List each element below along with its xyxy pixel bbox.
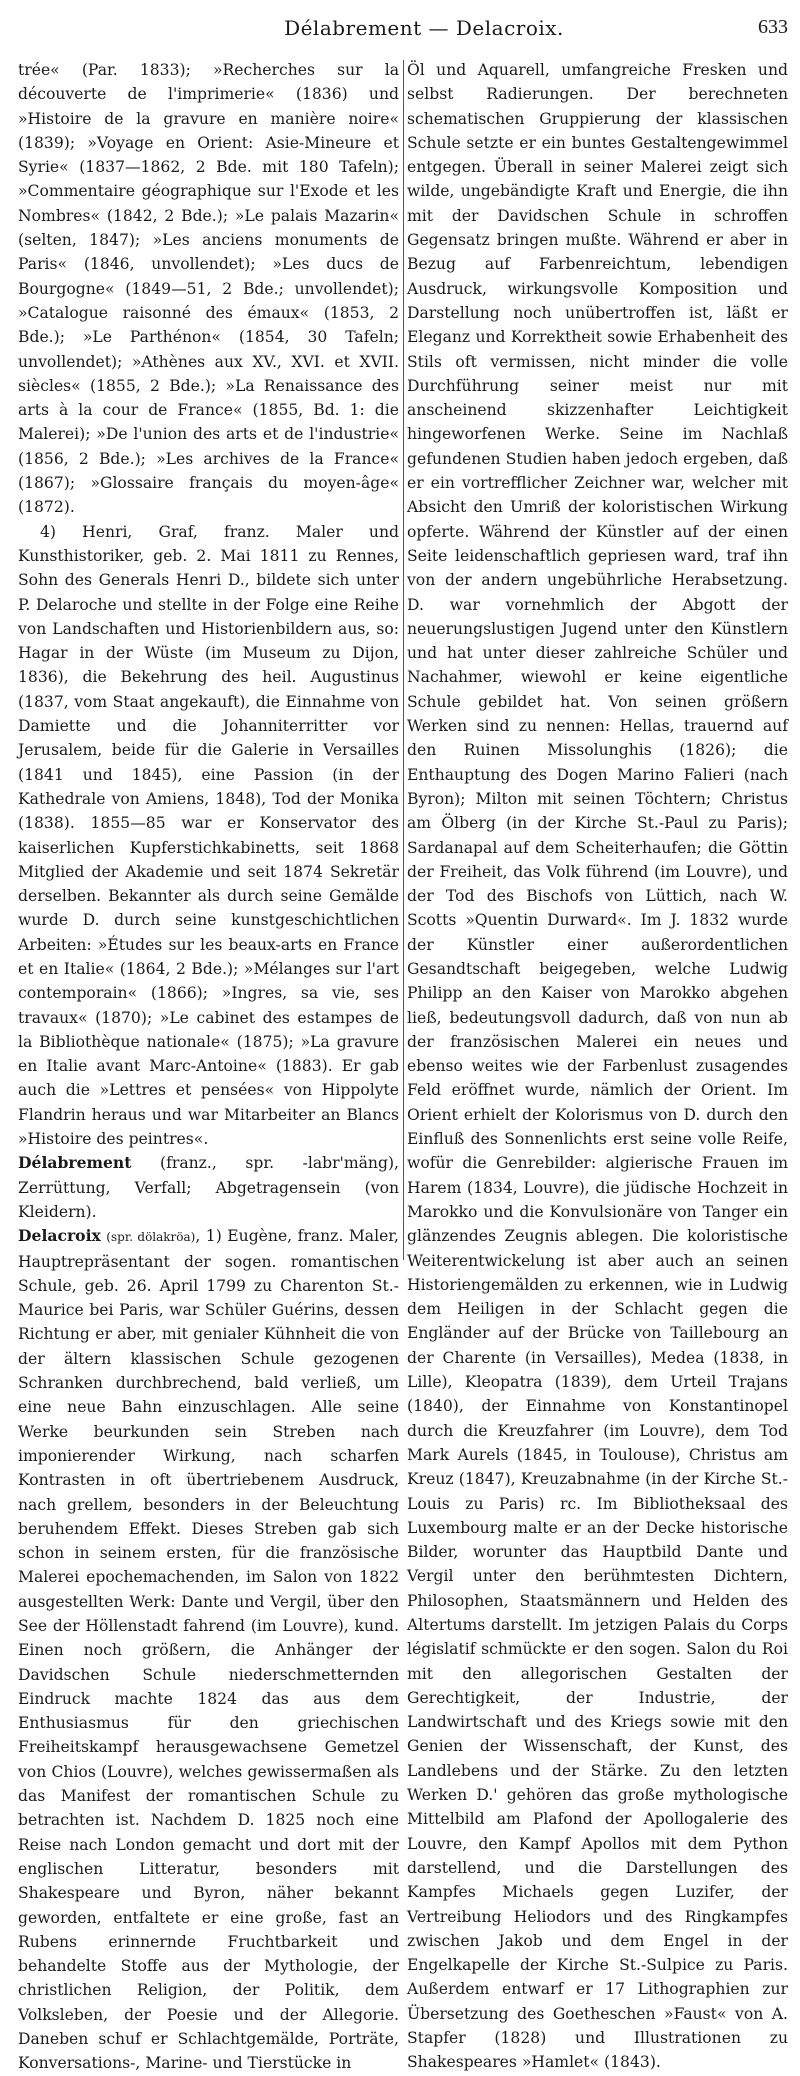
entry-definition: , Zerrüttung, Verfall; Abgetragensein (von Kleidern). [18, 1154, 399, 1221]
entry-pronunciation: (spr. dölakröa) [106, 1230, 196, 1245]
entry-delabrement [18, 1151, 399, 1224]
entry-definition: , 1) Eugène, franz. Maler, Hauptrepräsentant der sogen. romantischen Schule, geb. 26. April 1799 zu Charenton St.-Maurice bei Paris, war Schüler Guérins, dessen Richtung er aber, mit genialer Kühnheit die von der ältern klassischen Schule gezogenen Schranken durchbrechend, bald verließ, um eine neue Bahn einzuschlagen. Alle seine Werke beurkunden sein Streben nach imponierender Wirkung, nach scharfen Kontrasten in oft übertriebenem Ausdruck, nach grellem, besonders in der Beleuchtung beruhendem Effekt. Dieses Streben gab sich schon in seinem ersten, für die französische Malerei epochemachenden, im Salon von 1822 ausgestellten Werk: Dante und Vergil, über den See der Höllenstadt fahrend (im Louvre), kund. Einen noch größern, die Anhänger der Davidschen Schule niederschmetternden Eindruck machte 1824 das aus dem Enthusiasmus für den griechischen Freiheitskampf herausgewachsene Gemetzel von Chios (Louvre), welches gewissermaßen als das Manifest der romantischen Schule zu betrachten ist. Nachdem D. 1825 noch eine Reise nach London gemacht und dort mit der englischen Litteratur, besonders mit Shakespeare und Byron, näher bekannt geworden, entfaltete er eine große, fast an Rubens erinnernde Fruchtbarkeit und behandelte Stoffe aus der Mythologie, der christlichen Religion, der Politik, dem Volksleben, der Poesie und der Allegorie. Daneben schuf er Schlachtgemälde, Porträte, Konversations-, Marine- und Tierstücke in [18, 1227, 399, 2073]
entry-headword: Delacroix [18, 1226, 101, 1246]
entry-pronunciation: (franz., spr. -labr'mäng) [160, 1154, 395, 1173]
entry-continuation: trée« (Par. 1833); »Recherches sur la découverte de l'imprimerie« (1836) und »Histoire de la gravure en manière noire« (1839); »Voyage en Orient: Asie-Mineure et Syrie« (1837—1862, 2 Bde. mit 180 Tafeln); »Commentaire géographique sur l'Exode et les Nombres« (1842, 2 Bde.); »Le palais Mazarin« (selten, 1847); »Les anciens monuments de Paris« (1846, unvollendet); »Les ducs de Bourgogne« (1849—51, 2 Bde.; unvollendet); »Catalogue raisonné des émaux« (1853, 2 Bde.); »Le Parthénon« (1854, 30 Tafeln; unvollendet); »Athènes aux XV., XVI. et XVII. siècles« (1855, 2 Bde.); »La Renaissance des arts à la cour de France« (1855, Bd. 1: die Malerei); »De l'union des arts et de l'industrie« (1856, 2 Bde.); »Les archives de la France« (1867); »Glossaire français du moyen-âge« (1872). [18, 61, 399, 517]
page-number: 633 [758, 16, 788, 38]
entry-delacroix [18, 1224, 399, 2075]
page-header [60, 10, 788, 46]
column-divider [403, 60, 404, 1260]
entry-headword: Délabrement [18, 1153, 132, 1173]
entry-henri: 4) Henri, Graf, franz. Maler und Kunsthistoriker, geb. 2. Mai 1811 zu Rennes, Sohn des Generals Henri D., bildete sich unter P. Delaroche und stellte in der Folge eine Reihe von Landschaften und Historienbildern aus, so: Hagar in der Wüste (im Museum zu Dijon, 1836), die Bekehrung des heil. Augustinus (1837, vom Staat angekauft), die Einnahme von Damiette und die Johanniterritter vor Jerusalem, beide für die Galerie in Versailles (1841 und 1845), eine Passion (in der Kathedrale von Amiens, 1848), Tod der Monika (1838). 1855—85 war er Konservator des kaiserlichen Kupferstichkabinetts, seit 1868 Mitglied der Akademie und seit 1874 Sekretär derselben. Bekannter als durch seine Gemälde wurde D. durch seine kunstgeschichtlichen Arbeiten: »Études sur les beaux-arts en France et en Italie« (1864, 2 Bde.); »Mélanges sur l'art contemporain« (1866); »Ingres, sa vie, ses travaux« (1870); »Le cabinet des estampes de la Bibliothèque nationale« (1875); »La gravure en Italie avant Marc-Antoine« (1883). Er gab auch die »Lettres et pensées« von Hippolyte Flandrin heraus und war Mitarbeiter an Blancs »Histoire des peintres«. [18, 522, 399, 1149]
right-column [407, 58, 788, 2072]
left-column [18, 58, 399, 2073]
entry-delacroix-continued: Öl und Aquarell, umfangreiche Fresken und selbst Radierungen. Der berechneten schematischen Gruppierung der klassischen Schule setzte er ein buntes Gestaltengewimmel entgegen. Überall in seiner Malerei zeigt sich wilde, ungebändigte Kraft und Energie, die ihn mit der Davidschen Schule in schroffen Gegensatz bringen mußte. Während er aber in Bezug auf Farbenreichtum, lebendigen Ausdruck, wirkungsvolle Komposition und Darstellung noch unübertroffen ist, läßt er Eleganz und Korrektheit sowie Erhabenheit des Stils oft vermissen, nicht minder die volle Durchführung seiner meist nur mit anscheinend skizzenhafter Leichtigkeit hingeworfenen Werke. Seine im Nachlaß gefundenen Studien haben jedoch ergeben, daß er ein vortrefflicher Zeichner war, welcher mit Absicht den Umriß der koloristischen Wirkung opferte. Während der Künstler auf der einen Seite leidenschaftlich gepriesen ward, traf ihn von der andern ungebührliche Herabsetzung. D. war vornehmlich der Abgott der neuerungslustigen Jugend unter den Künstlern und hat unter dieser zahlreiche Schüler und Nachahmer, wiewohl er keine eigentliche Schule gebildet hat. Von seinen größern Werken sind zu nennen: Hellas, trauernd auf den Ruinen Missolunghis (1826); die Enthauptung des Dogen Marino Falieri (nach Byron); Milton mit seinen Töchtern; Christus am Ölberg (in der Kirche St.-Paul zu Paris); Sardanapal auf dem Scheiterhaufen; die Göttin der Freiheit, das Volk führend (im Louvre), und der Tod des Bischofs von Lüttich, nach W. Scotts »Quentin Durward«. Im J. 1832 wurde der Künstler einer außerordentlichen Gesandtschaft beigegeben, welche Ludwig Philipp an den Kaiser von Marokko abgehen ließ, bedeutungsvoll dadurch, daß von nun ab der französischen Malerei ein neues und ebenso weites wie der Farbenlust zusagendes Feld eröffnet wurde, nämlich der Orient. Im Orient erhielt der Kolorismus von D. durch den Einfluß des Sonnenlichts erst seine volle Reife, wofür die Genrebilder: algierische Frauen im Harem (1834, Louvre), die jüdische Hochzeit in Marokko und die Konvulsionäre von Tanger ein glänzendes Zeugnis ablegen. Die koloristische Weiterentwickelung ist aber auch an seinen Historiengemälden zu erkennen, wie in Ludwig dem Heiligen in der Schlacht gegen die Engländer auf der Brücke von Taillebourg an der Charente (in Versailles), Medea (1838, in Lille), Kleopatra (1839), dem Urteil Trajans (1840), der Einnahme von Konstantinopel durch die Kreuzfahrer (im Louvre), dem Tod Mark Aurels (1845, in Toulouse), Christus am Kreuz (1847), Kreuzabnahme (in der Kirche St.-Louis zu Paris) rc. Im Bibliotheksaal des Luxembourg malte er an der Decke historische Bilder, worunter das Hauptbild Dante und Vergil unter den berühmtesten Dichtern, Philosophen, Staatsmännern und Helden des Altertums darstellt. Im jetzigen Palais du Corps législatif schmückte er den sogen. Salon du Roi mit den allegorischen Gestalten der Gerechtigkeit, der Industrie, der Landwirtschaft und des Kriegs sowie mit den Genien der Wissenschaft, der Kunst, des Landlebens und der Stärke. Zu den letzten Werken D.' gehören das große mythologische Mittelbild am Plafond der Apollogalerie des Louvre, den Kampf Apollos mit dem Python darstellend, und die Darstellungen des Kampfes Michaels gegen Luzifer, der Vertreibung Heliodors und des Ringkampfes zwischen Jakob und dem Engel in der Engelkapelle der Kirche St.-Sulpice zu Paris. Außerdem entwarf er 17 Lithographien zur Übersetzung des Goetheschen »Faust« von A. Stapfer (1828) und Illustrationen zu Shakespeares »Hamlet« (1843). [407, 61, 788, 2072]
running-head: Délabrement — Delacroix. [284, 16, 564, 40]
